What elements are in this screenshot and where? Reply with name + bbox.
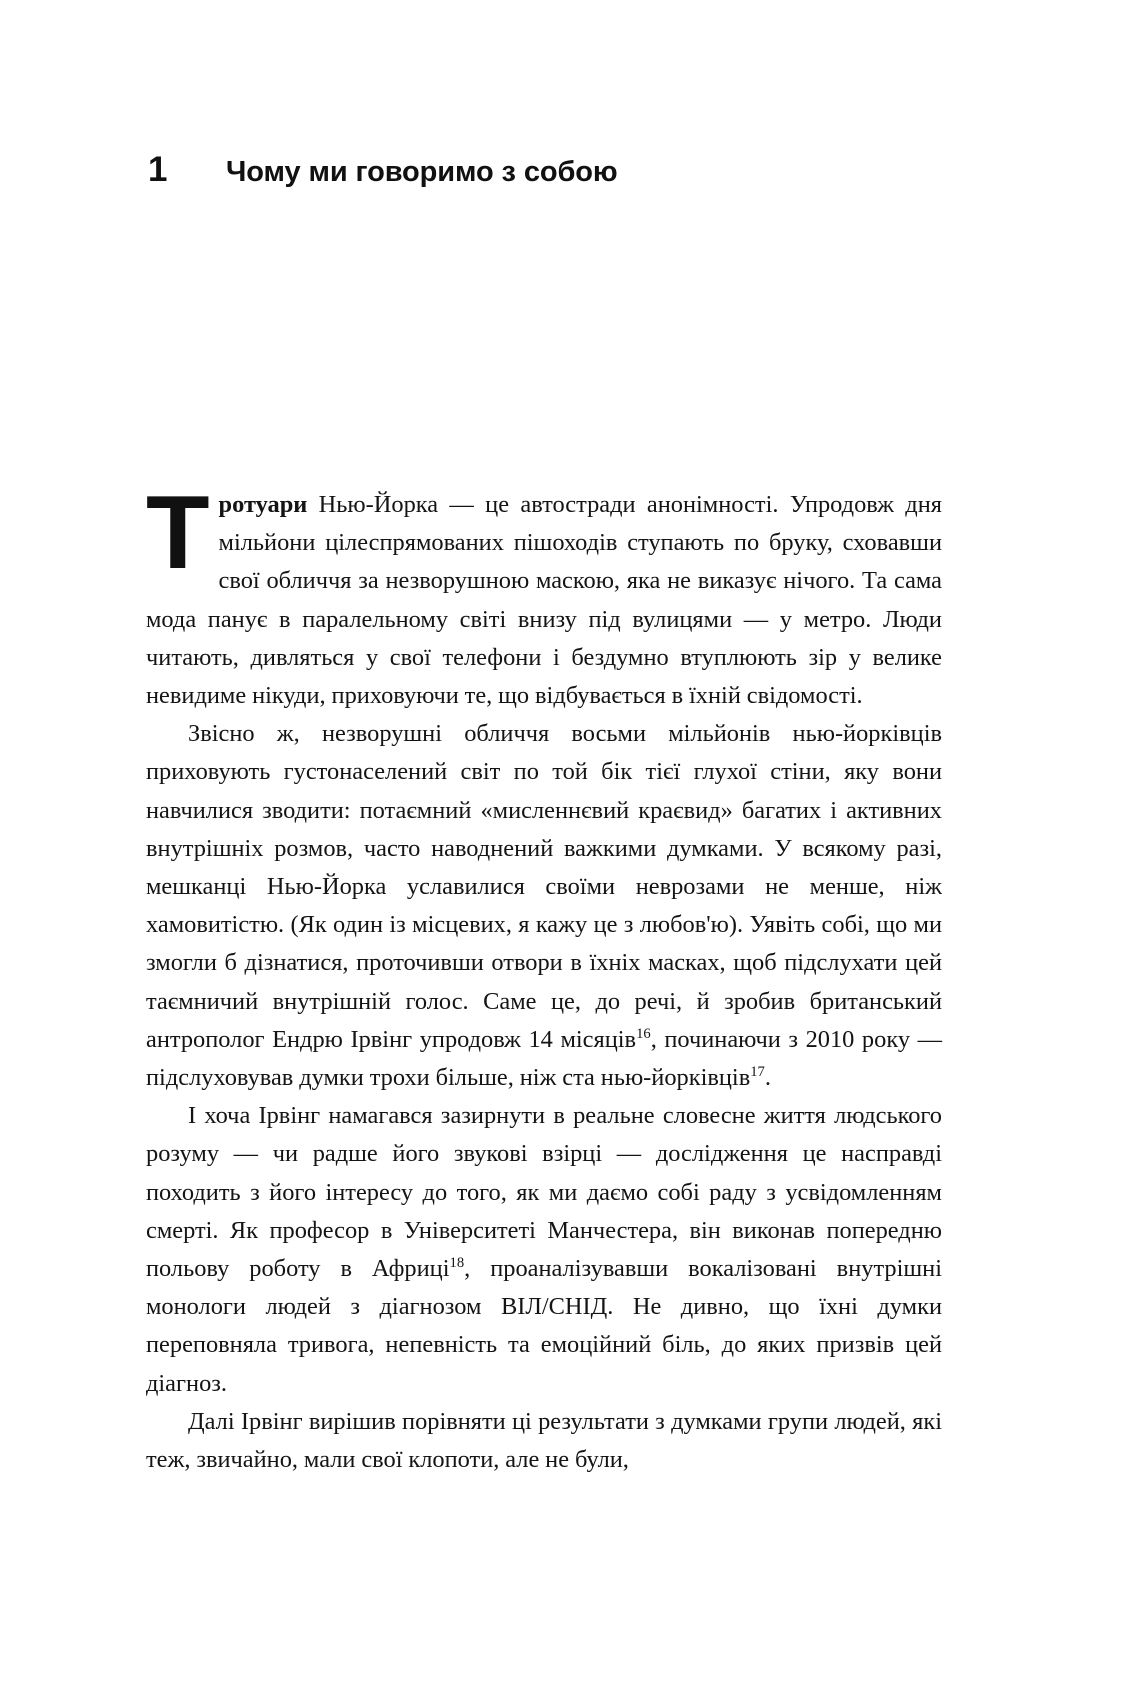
drop-cap: Т xyxy=(146,475,210,591)
chapter-title: Чому ми говоримо з собою xyxy=(226,156,618,188)
paragraph-4 xyxy=(146,1403,942,1479)
paragraph-1 xyxy=(146,475,942,715)
footnote-ref-17[interactable]: 17 xyxy=(750,1063,765,1080)
footnote-ref-16[interactable]: 16 xyxy=(636,1025,651,1042)
paragraph-3-text-middle: , проаналізувавши вокалізовані внутрішні монологи людей з діагнозом xyxy=(146,1255,942,1321)
paragraph-1-lead-bold: ротуари xyxy=(218,491,308,518)
chapter-heading xyxy=(148,152,968,189)
paragraph-2-text-middle: , починаючи з 2010 року — підслуховував думки трохи більше, ніж ста нью-йорківців xyxy=(146,1025,942,1092)
paragraph-3-text-after: . Не дивно, що їхні думки переповняла тривога, непевність та емоційний біль, до яких призвів цей діагноз. xyxy=(146,1293,942,1397)
paragraph-3 xyxy=(146,1097,942,1403)
footnote-ref-18[interactable]: 18 xyxy=(449,1254,465,1271)
body-text xyxy=(146,475,942,1479)
paragraph-3-text-before-footnote-18: І хоча Ірвінг намагався зазирнути в реальне словесне життя людського розуму — чи радше його звукові взірці — дослідження це насправді походить з його інтересу до того, як ми даємо собі раду з усвідомленням смерті. Як професор в Університеті Манчестера, він виконав попередню польову роботу в Африці xyxy=(146,1102,942,1283)
paragraph-2-text-before-footnote-16: Звісно ж, незворушні обличчя восьми мільйонів нью-йорківців приховують густонаселений світ по той бік тієї глухої стіни, яку вони навчилися зводити: потаємний «мисленнєвий краєвид» багатих і активних внутрішніх розмов, часто наводнений важкими думками. У всякому разі, мешканці Нью-Йорка уславилися своїми неврозами не менше, ніж хамовитістю. (Як один із місцевих, я кажу це з любов'ю). Уявіть собі, що ми змогли б дізнатися, проточивши отвори в їхніх масках, щоб підслухати цей таємничий внутрішній голос. Саме це, до речі, й зробив британський антрополог Ендрю Ірвінг упродовж 14 місяців xyxy=(146,720,942,1053)
chapter-number: 1 xyxy=(148,150,168,189)
paragraph-2 xyxy=(146,715,942,1097)
paragraph-2-text-after: . xyxy=(764,1064,771,1092)
paragraph-1-text: Нью-Йорка — це автостради анонімності. Упродовж дня мільйони цілеспрямованих пішоходів ступають по бруку, сховавши свої обличчя за незворушною маскою, яка не виказує нічого. Та сама мода панує в паралельному світі внизу під вулицями — у метро. Люди читають, дивляться у свої телефони і бездумно втуплюють зір у велике невидиме нікуди, приховуючи те, що відбувається в їхній свідомості. xyxy=(146,491,942,710)
term-hiv-aids: ВІЛ/СНІД xyxy=(500,1293,608,1321)
paragraph-4-text: Далі Ірвінг вирішив порівняти ці результати з думками групи людей, які теж, звичайно, мали свої клопоти, але не були, xyxy=(146,1407,942,1474)
